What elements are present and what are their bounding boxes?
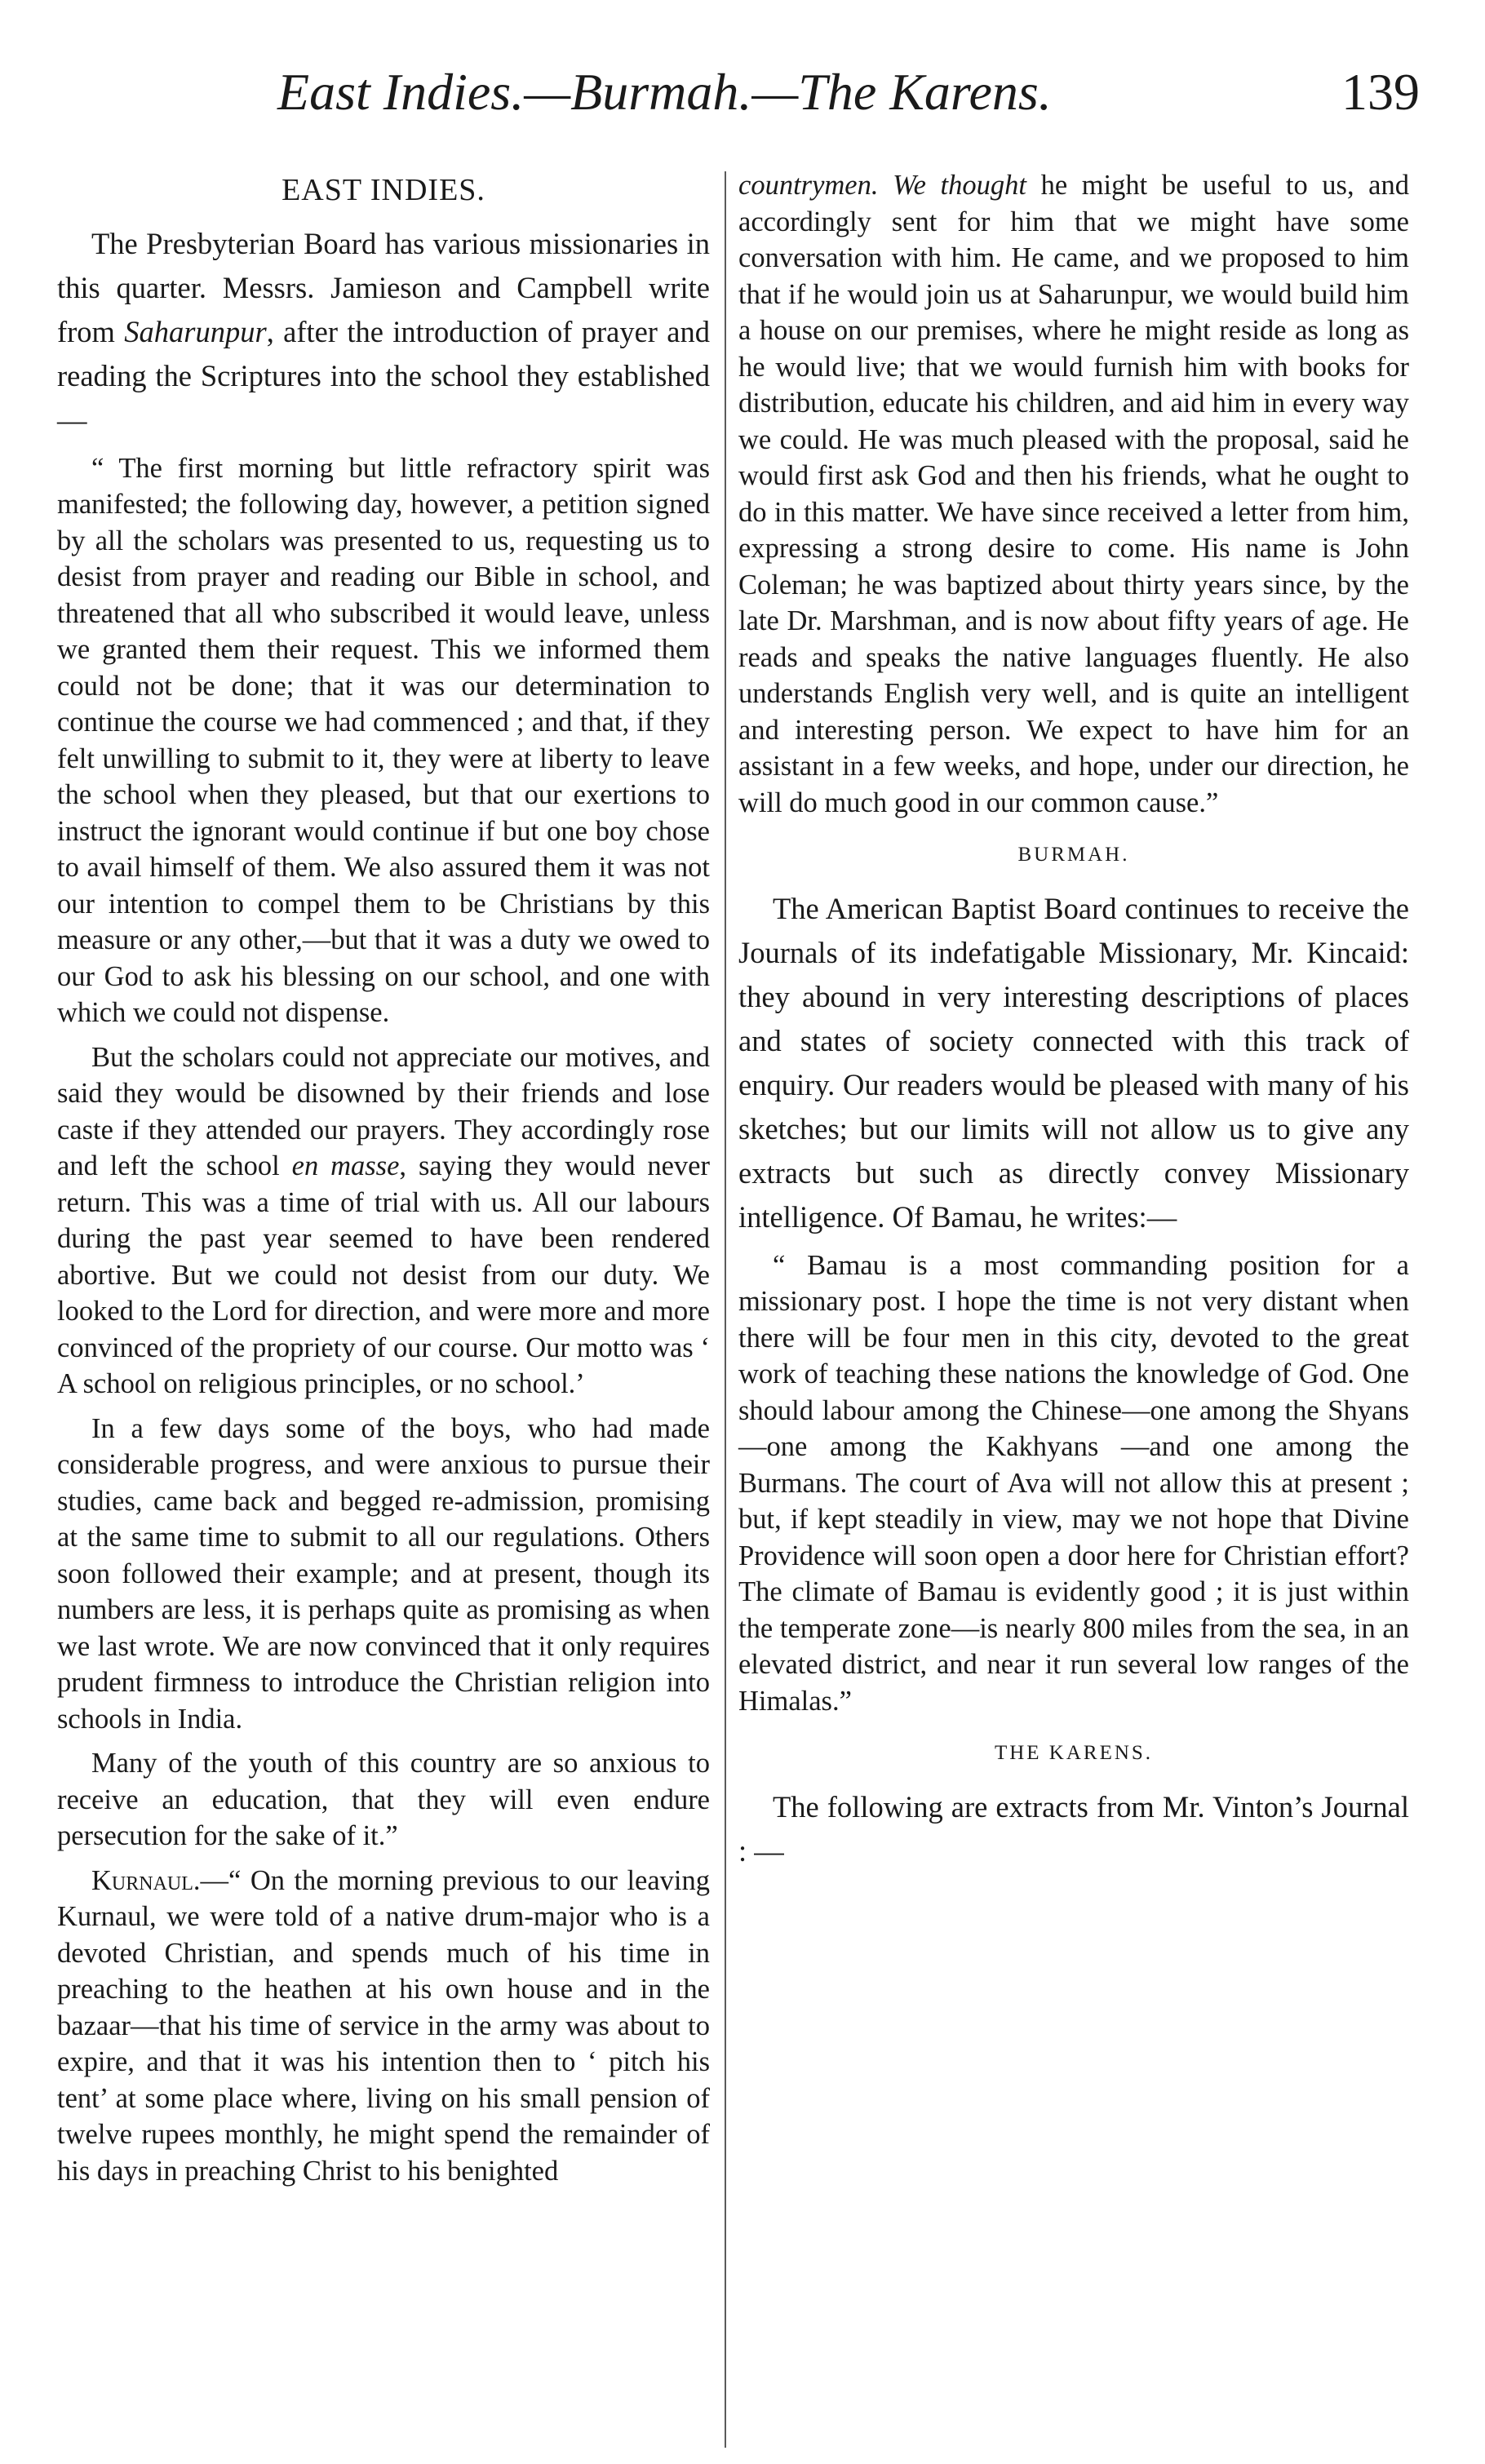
p2-emphasis: en masse — [291, 1150, 400, 1181]
kurnaul-paragraph — [57, 1863, 710, 2190]
east-indies-heading: EAST INDIES. — [281, 173, 485, 207]
intro-text-b: , after the introduction of prayer and reading the Scriptures into the school they established— — [57, 314, 710, 437]
karens-paragraph-1: The following are extracts from Mr. Vinton’s Journal : — — [738, 1789, 1409, 1868]
east-indies-intro — [57, 222, 710, 442]
running-header — [277, 62, 1420, 152]
kurnaul-text-b: he might be useful to us, and accordingly sent for him that we might have some conversation with him. He came, and we proposed to him that if he would join us at Saharunpur, we would build him a house on our premises, where he might reside as long as he would live; that we would furnish him with books for distribution, educate his children, and aid him in every way we could. He was much pleased with the proposal, said he would first ask God and then his friends, what he ought to do in this matter. We have since received a letter from him, expressing a strong desire to come. His name is John Coleman; he was baptized about thirty years since, by the late Dr. Marshman, and is now about fifty years of age. He reads and speaks the native languages fluently. He also understands English very well, and is quite an intelligent and interesting person. We expect to have him for an assistant in a few weeks, and hope, under our direction, he will do much good in our common cause.” — [738, 170, 1409, 818]
p2-text-a: But the scholars could not appreciate our motives, and said they would be disowned by their friends and lose caste if they attended our prayers. They accordingly rose and left the school — [57, 1041, 710, 1181]
kurnaul-label: Kurnaul. — [91, 1864, 201, 1896]
page-number: 139 — [1341, 63, 1420, 121]
kurnaul-continued — [738, 167, 1409, 821]
left-column — [57, 167, 710, 2189]
column-divider — [725, 171, 726, 2448]
intro-place: Saharunpur — [124, 314, 267, 348]
running-title: East Indies.—Burmah.—The Karens. — [277, 63, 1052, 121]
quote-paragraph-1: “ The first morning but little refractory spirit was manifested; the following day, however, a petition signed by all the scholars was presented to us, requesting us to desist from prayer and reading our Bible in school, and threatened that all who subscribed it would leave, unless we granted them their request. This we informed them could not be done; that it was our determination to continue the course we had commenced ; and that, if they felt unwilling to submit to it, they were at liberty to leave the school when they pleased, but that our exertions to instruct the ignorant would continue if but one boy chose to avail himself of them. We also assured them it was not our intention to compel them to be Christians by this measure or any other,—but that it was a duty we owed to our God to ask his blessing on our school, and one with which we could not dispense. — [57, 452, 710, 1028]
quote-paragraph-2 — [57, 1039, 710, 1403]
quote-paragraph-3: In a few days some of the boys, who had made considerable progress, and were anxious to pursue their studies, came back and begged re-admission, promising at the same time to submit to all our regulations. Others soon followed their example; and at present, though its numbers are less, it is perhaps quite as promising as when we last wrote. We are now convinced that it only requires prudent firmness to introduce the Christian religion into schools in India. — [57, 1412, 710, 1735]
kurnaul-text-a: —“ On the morning previous to our leaving Kurnaul, we were told of a native drum-major who is a devoted Christian, and spends much of his time in preaching to the heathen at his own house and in the bazaar—that his time of service in the army was about to expire, and that it was his intention then to ‘ pitch his tent’ at some place where, living on his small pension of twelve rupees monthly, he might spend the remainder of his days in preaching Christ to his benighted — [57, 1864, 710, 2187]
quote-paragraph-4: Many of the youth of this country are so anxious to receive an education, that they will even endure persecution for the sake of it.” — [57, 1748, 710, 1851]
karens-heading: THE KARENS. — [994, 1742, 1154, 1764]
right-column — [738, 167, 1409, 1873]
p2-text-b: , saying they would never return. This was a time of trial with us. All our labours during the past year seemed to have been rendered abortive. But we could not desist from our duty. We looked to the Lord for direction, and were more and more convinced of the propriety of our course. Our motto was ‘ A school on religious principles, or no school.’ — [57, 1150, 710, 1399]
burmah-paragraph-1: The American Baptist Board continues to receive the Journals of its indefatigable Missionary, Mr. Kincaid: they abound in very interesting descriptions of places and states of society connected with this track of enquiry. Our readers would be pleased with many of his sketches; but our limits will not allow us to give any extracts but such as directly convey Missionary intelligence. Of Bamau, he writes:— — [738, 891, 1409, 1234]
burmah-paragraph-2: “ Bamau is a most commanding position for a missionary post. I hope the time is not very distant when there will be four men in this city, devoted to the great work of teaching these nations the knowledge of God. One should labour among the Chinese—one among the Shyans—one among the Kakhyans —and one among the Burmans. The court of Ava will not allow this at present ; but, if kept steadily in view, may we not hope that Divine Providence will soon open a door here for Christian effort? The climate of Bamau is evidently good ; it is just within the temperate zone—is nearly 800 miles from the sea, in an elevated district, and near it run several low ranges of the Himalas.” — [738, 1249, 1409, 1717]
kurnaul-emphasis: countrymen. We thought — [738, 170, 1026, 201]
intro-text-a: The Presbyterian Board has various missionaries in this quarter. Messrs. Jamieson and Campbell write from — [57, 226, 710, 348]
burmah-heading: BURMAH. — [1017, 844, 1130, 866]
